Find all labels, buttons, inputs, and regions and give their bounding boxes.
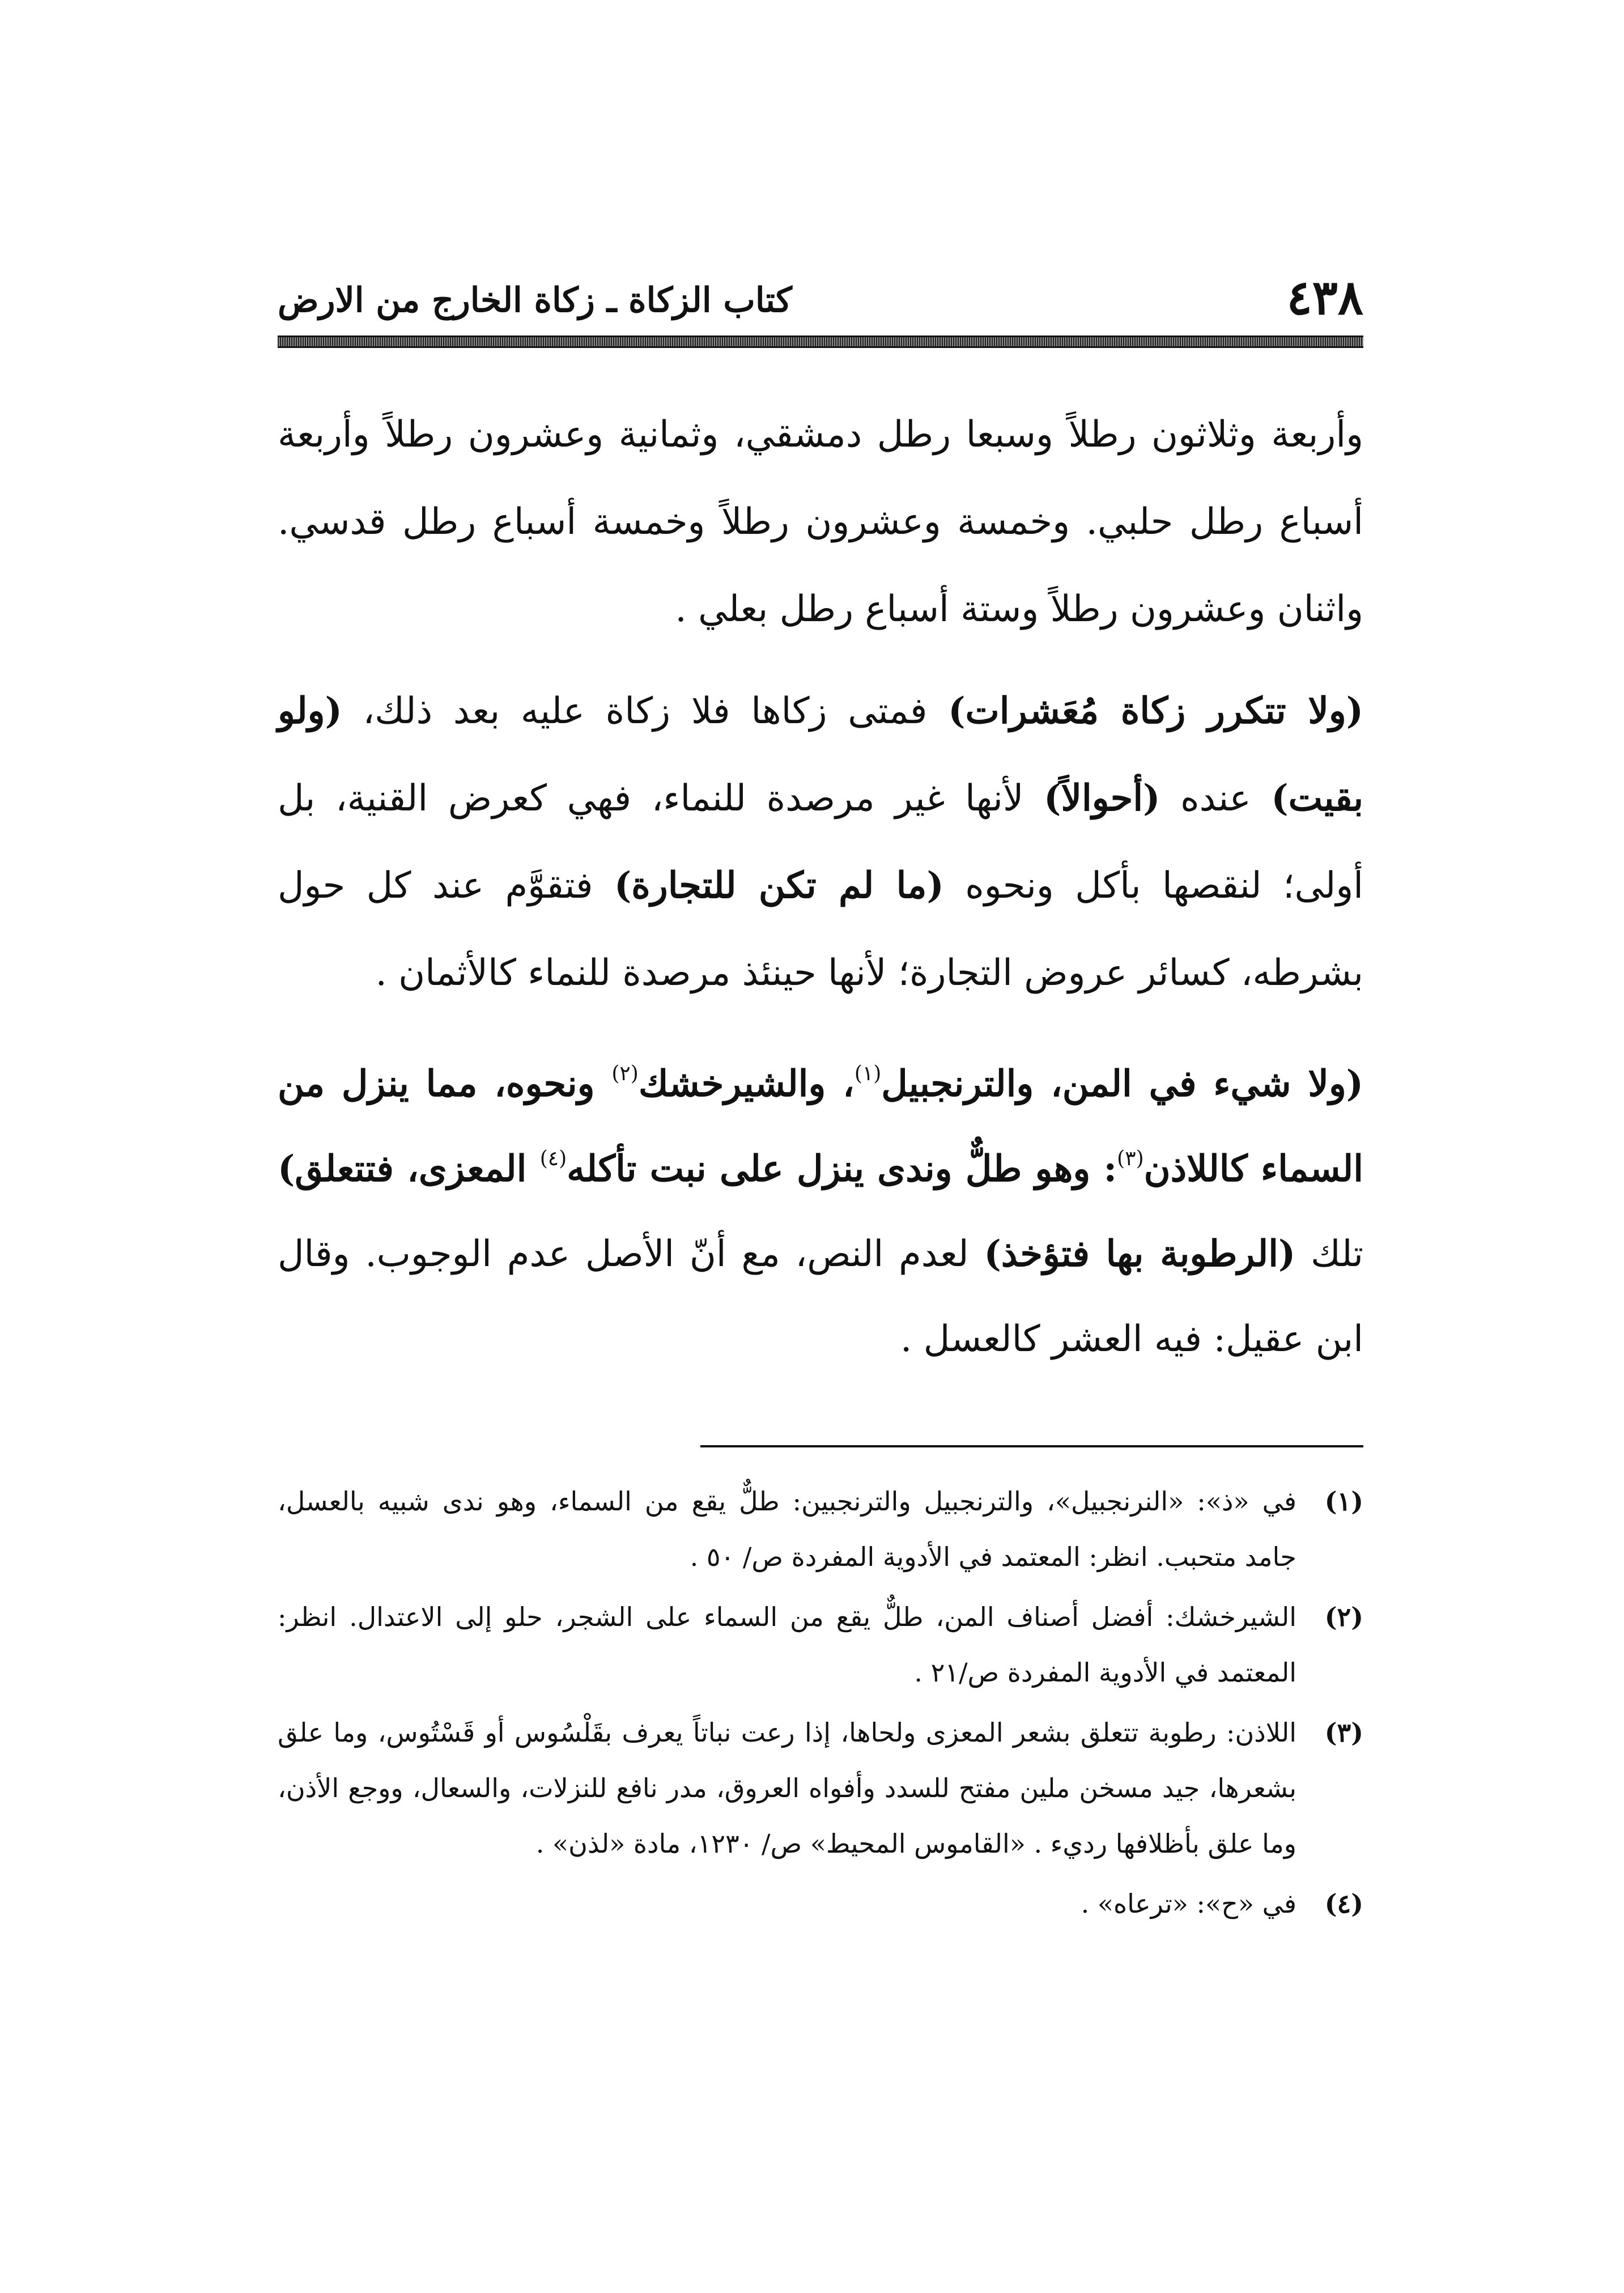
bold-phrase: (الرطوبة بها فتؤخذ) [984,1233,1296,1275]
bold-phrase: (ولا تتكرر زكاة مُعَشرات) [948,690,1364,732]
footnote-1 [278,1474,1363,1585]
paragraph-2 [278,668,1363,1017]
footnote-4 [278,1876,1363,1931]
footnote-ref-2[interactable]: (٢) [611,1062,639,1085]
bold-phrase: المعزى، فتتعلق) [278,1148,540,1190]
paragraph-1: وأربعة وثلاثون رطلاً وسبعا رطل دمشقي، وثمانية وعشرون رطلاً وأربعة أسباع رطل حلبي. وخمسة وعشرون رطلاً وخمسة أسباع رطل قدسي. واثنان وعشرون رطلاً وستة أسباع رطل بعلي . [278,414,1364,630]
footnote-text: في «ذ»: «النرنجبيل»، والترنجبيل والترنجبين: طلٌّ يقع من السماء، وهو ندى شبيه بالعسل، جامد متحبب. انظر: المعتمد في الأدوية المفردة ص/ ٥٠ . [278,1486,1296,1572]
footnote-separator [700,1445,1363,1447]
footnote-ref-4[interactable]: (٤) [539,1147,567,1170]
footnote-number: (١) [1324,1486,1363,1517]
footnote-text: اللاذن: رطوبة تتعلق بشعر المعزى ولحاها، إذا رعت نباتاً يعرف بقَلْسُوس أو قَسْتُوس، وما علق بشعرها، جيد مسخن ملين مفتح للسدد وأفواه العروق، مدر نافع للنزلات، والسعال، ووجع الأذن، وما علق بأظلافها رديء . «القاموس المحيط» ص/ ١٢٣٠، مادة «لذن» . [278,1717,1296,1859]
bold-phrase: : وهو طلٌّ وندى ينزل على نبت تأكله [567,1148,1117,1190]
text-run: عنده [1160,778,1272,819]
bold-phrase: ، والشيرخشك [638,1063,854,1105]
bold-phrase: (أحوالاً) [1044,777,1160,819]
bold-phrase: (ولا شيء في المن، والترنجبيل [881,1063,1363,1105]
page-number: ٤٣٨ [1286,269,1363,325]
paragraph-3 [278,1042,1363,1382]
footnote-number: (٤) [1324,1888,1363,1919]
running-header [278,266,1363,329]
footnote-ref-1[interactable]: (١) [854,1062,882,1085]
text-run: تلك [1295,1233,1364,1275]
footnotes [278,1474,1363,1936]
bold-phrase: ونحوه، مما ينزل من السماء كاللاذن [278,1063,1364,1190]
text-run: لعدم النص، مع أنّ الأصل عدم الوجوب. وقال ابن عقيل: فيه العشر كالعسل . [278,1233,1363,1360]
footnote-text: في «ح»: «ترعاه» . [1081,1888,1296,1919]
main-text [278,391,1363,1382]
text-run: فتقوَّم عند كل حول بشرطه، كسائر عروض التجارة؛ لأنها حينئذ مرصدة للنماء كالأثمان . [278,865,1363,994]
footnote-text: الشيرخشك: أفضل أصناف المن، طلٌّ يقع من السماء على الشجر، حلو إلى الاعتدال. انظر: المعتمد في الأدوية المفردة ص/٢١ . [278,1602,1296,1688]
footnote-2 [278,1589,1363,1700]
footnote-number: (٢) [1324,1602,1363,1632]
footnote-number: (٣) [1324,1717,1363,1748]
bold-phrase: (ما لم تكن للتجارة) [614,864,944,907]
bold-phrase: (ولو بقيت) [278,690,1364,819]
header-rule [278,336,1363,348]
text-run: فمتى زكاها فلا زكاة عليه بعد ذلك، [342,690,949,732]
text-run: لأنها غير مرصدة للنماء، فهي كعرض القنية، بل أولى؛ لنقصها بأكل ونحوه [278,778,1364,907]
running-title: كتاب الزكاة ـ زكاة الخارج من الارض [278,281,792,320]
footnote-ref-3[interactable]: (٣) [1117,1147,1144,1170]
footnote-3 [278,1705,1363,1871]
